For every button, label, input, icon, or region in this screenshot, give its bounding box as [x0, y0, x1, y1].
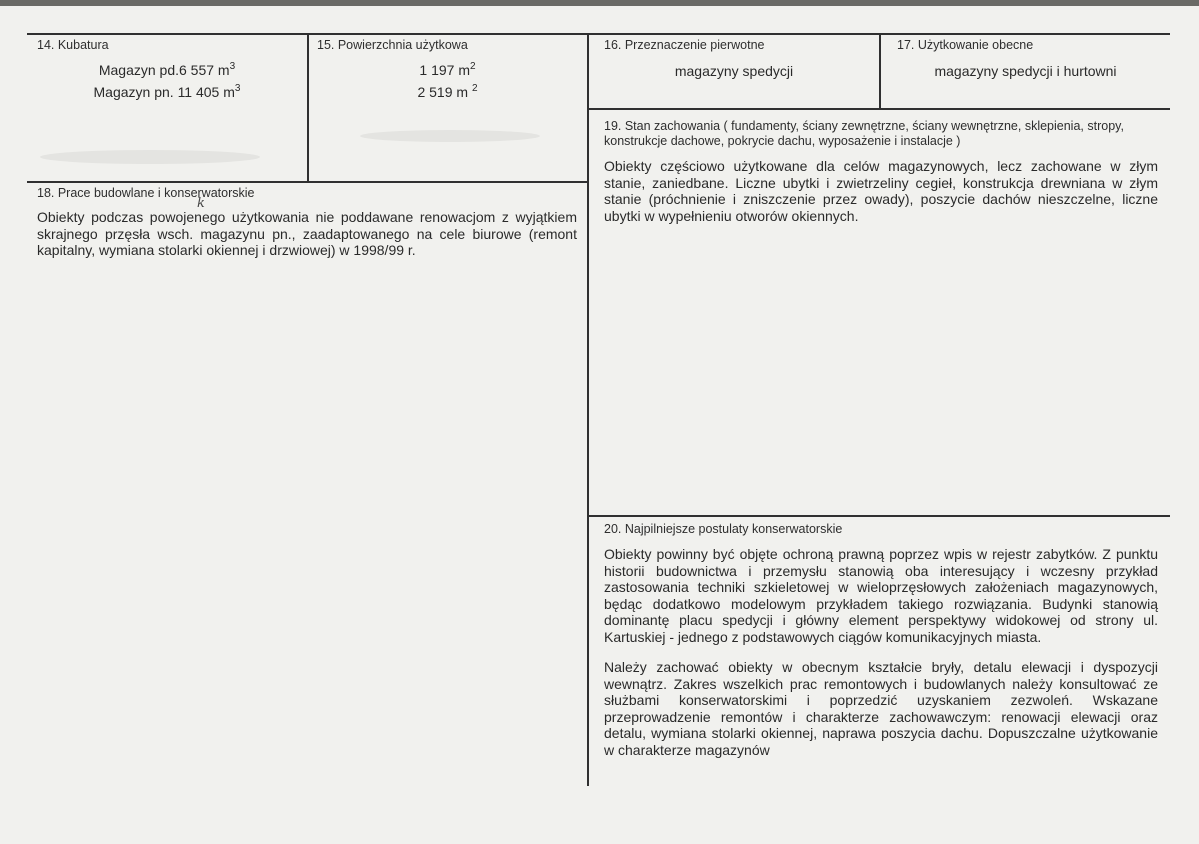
section-15-values [308, 59, 587, 103]
form-border-top [27, 33, 1170, 35]
section-14-values [27, 59, 307, 103]
handwritten-correction: k [197, 196, 205, 211]
scan-noise [360, 130, 540, 142]
scan-top-edge [0, 0, 1199, 6]
divider-14-15 [307, 33, 309, 182]
volume-row-north: Magazyn pn. 11 405 $m^3$ [93, 83, 241, 100]
area-row-2: 2 519 m $^2$ [417, 83, 478, 100]
section-18-text [37, 209, 577, 273]
section-14-label: 14. Kubatura [37, 38, 109, 52]
section-20-label: 20. Najpilniejsze postulaty konserwatorskie [604, 522, 843, 536]
divider-main [587, 33, 589, 786]
section-17-label: 17. Użytkowanie obecne [897, 38, 1034, 52]
section-19-label: 19. Stan zachowania ( fundamenty, ściany zewnętrzne, ściany wewnętrzne, sklepienia, stropy, konstrukcje dachowe, pokrycie dachu, wyposażenie i instalacje ) [604, 119, 1124, 148]
scan-noise [40, 150, 260, 164]
section-17-value: magazyny spedycji i hurtowni [934, 63, 1117, 79]
divider-row-20 [588, 515, 1170, 517]
section-19-paragraph: Obiekty częściowo użytkowane dla celów magazynowych, lecz zachowane w złym stanie, zaniedbane. Liczne ubytki i zwietrzeliny cegieł, konstrukcja drewniana w złym stanie (próchnienie i zniszczenie przez owady), poszycie dachów nieszczelne, liczne ubytki w wypełnieniu otworów okiennych. [604, 158, 1158, 224]
section-16-value: magazyny spedycji [674, 63, 794, 79]
section-19-text [604, 158, 1158, 238]
divider-row-19 [588, 108, 1170, 110]
volume-row-south: Magazyn pd.6 557 $m^3$ [98, 61, 236, 78]
section-20-paragraph-2: Należy zachować obiekty w obecnym kształcie bryły, detalu elewacji i dyspozycji wewnątrz. Zakres wszelkich prac remontowych i budowlanych należy konsultować ze służbami konserwatorskimi i poprzedzić uzyskaniem zezwoleń. Wskazane przeprowadzenie remontów i charakterze zachowawczym: renowacji elewacji oraz detalu, wymiana stolarki okiennej, naprawa poszycia dachu. Dopuszczalne użytkowanie w charakterze magazynów [604, 659, 1158, 758]
section-18-paragraph: Obiekty podczas powojenego użytkowania nie poddawane renowacjom z wyjątkiem skrajnego przęsła wsch. magazynu pn., zaadaptowanego na cele biurowe (remont kapitalny, wymiana stolarki okiennej i drzwiowej) w 1998/99 r. [37, 209, 577, 258]
section-20-paragraph-1: Obiekty powinny być objęte ochroną prawną poprzez wpis w rejestr zabytków. Z punktu historii budownictwa i przemysłu stanowią oba interesujący i wczesny przykład zastosowania techniki szkieletowej w wieloprzęsłowych założeniach magazynowych, będąc dodatkowo modelowym przykładem takiego rozwiązania. Budynki stanowią dominantę placu spedycji i główny element perspektywy widokowej od strony ul. Kartuskiej - jednego z podstawowych ciągów komunikacyjnych miasta. [604, 546, 1158, 645]
section-18-label: 18. Prace budowlane i konserwatorskie [37, 186, 255, 200]
section-15-label: 15. Powierzchnia użytkowa [317, 38, 468, 52]
area-row-1: 1 197 $m^2$ [419, 61, 476, 78]
section-16-label: 16. Przeznaczenie pierwotne [604, 38, 765, 52]
divider-row-18 [27, 181, 588, 183]
section-20-text [604, 546, 1158, 772]
